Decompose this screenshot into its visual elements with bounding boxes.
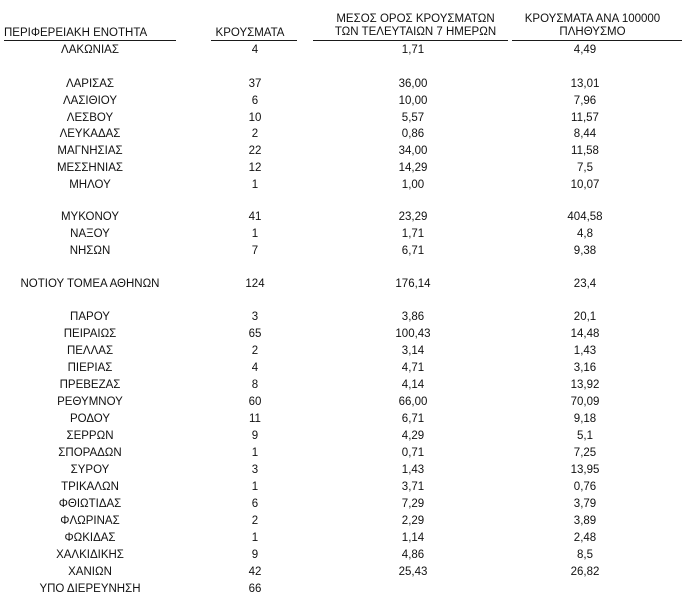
cell-region: ΤΡΙΚΑΛΩΝ [61, 481, 119, 493]
cell-region: ΧΑΛΚΙΔΙΚΗΣ [56, 549, 124, 561]
cell-cases: 9 [251, 430, 259, 442]
cell-per-100000: 7,5 [577, 162, 593, 174]
cell-region: ΛΑΚΩΝΙΑΣ [61, 44, 119, 56]
cell-avg-7-days: 1,71 [401, 228, 425, 240]
cell-region: ΛΕΥΚΑΔΑΣ [59, 128, 121, 140]
cell-region: ΠΡΕΒΕΖΑΣ [59, 379, 121, 391]
cell-avg-7-days: 36,00 [398, 78, 428, 90]
header-underline-per [512, 40, 682, 41]
header-underline-avg [313, 40, 508, 41]
cell-region: ΦΛΩΡΙΝΑΣ [60, 515, 120, 527]
cell-region: ΠΕΙΡΑΙΩΣ [63, 328, 117, 340]
cell-cases: 4 [251, 44, 259, 56]
cell-cases: 65 [248, 328, 262, 340]
table-row [0, 360, 700, 376]
cell-per-100000: 3,89 [573, 515, 597, 527]
cell-region: ΜΥΚΟΝΟΥ [60, 211, 120, 223]
table-row [0, 110, 700, 126]
cell-avg-7-days: 176,14 [395, 278, 431, 290]
cell-cases: 66 [248, 583, 262, 595]
table-row [0, 496, 700, 512]
table-row [0, 243, 700, 259]
cell-avg-7-days: 1,43 [401, 464, 425, 476]
cell-region: ΛΕΣΒΟΥ [66, 112, 114, 124]
table-row [0, 547, 700, 563]
cell-region: ΝΗΣΩΝ [69, 245, 111, 257]
cell-per-100000: 9,38 [573, 245, 597, 257]
cell-avg-7-days: 66,00 [398, 396, 428, 408]
table-row [0, 479, 700, 495]
cell-avg-7-days: 23,29 [398, 211, 428, 223]
cell-region: ΦΘΙΩΤΙΔΑΣ [58, 498, 122, 510]
cell-region: ΠΕΛΛΑΣ [66, 345, 114, 357]
header-avg-line2: ΤΩΝ ΤΕΛΕΥΤΑΙΩΝ 7 ΗΜΕΡΩΝ [334, 26, 497, 38]
cell-avg-7-days: 10,00 [398, 95, 428, 107]
cell-per-100000: 0,76 [573, 481, 597, 493]
cell-avg-7-days: 7,29 [401, 498, 425, 510]
cell-per-100000: 7,96 [573, 95, 597, 107]
cell-per-100000: 23,4 [573, 278, 597, 290]
header-region: ΠΕΡΙΦΕΡΕΙΑΚΗ ΕΝΟΤΗΤΑ [4, 27, 148, 39]
table-row [0, 513, 700, 529]
cell-cases: 1 [251, 228, 259, 240]
cell-region: ΜΕΣΣΗΝΙΑΣ [56, 162, 124, 174]
header-avg-line1: ΜΕΣΟΣ ΟΡΟΣ ΚΡΟΥΣΜΑΤΩΝ [336, 13, 495, 25]
cell-cases: 9 [251, 549, 259, 561]
cell-cases: 1 [251, 532, 259, 544]
cell-avg-7-days: 1,71 [401, 44, 425, 56]
cell-per-100000: 4,8 [577, 228, 593, 240]
table-row [0, 581, 700, 597]
cell-region: ΦΩΚΙΔΑΣ [64, 532, 116, 544]
cell-avg-7-days: 14,29 [398, 162, 428, 174]
cell-per-100000: 8,5 [577, 549, 593, 561]
cell-avg-7-days: 1,00 [401, 179, 425, 191]
cell-avg-7-days: 4,86 [401, 549, 425, 561]
cell-cases: 8 [251, 379, 259, 391]
cell-avg-7-days: 6,71 [401, 245, 425, 257]
cell-per-100000: 4,49 [573, 44, 597, 56]
table-row [0, 343, 700, 359]
cell-per-100000: 13,92 [570, 379, 600, 391]
cell-avg-7-days: 34,00 [398, 145, 428, 157]
cell-cases: 7 [251, 245, 259, 257]
header-cases: ΚΡΟΥΣΜΑΤΑ [215, 27, 285, 39]
cell-per-100000: 11,58 [571, 145, 599, 157]
cell-per-100000: 9,18 [573, 413, 597, 425]
cell-per-100000: 26,82 [570, 566, 600, 578]
cell-per-100000: 13,01 [570, 78, 600, 90]
header-underline-cases [211, 40, 297, 41]
cell-cases: 12 [248, 162, 262, 174]
cell-avg-7-days: 25,43 [398, 566, 428, 578]
table-row [0, 143, 700, 159]
cell-region: ΡΟΔΟΥ [69, 413, 111, 425]
cell-avg-7-days: 3,71 [401, 481, 425, 493]
table-row [0, 411, 700, 427]
cell-per-100000: 11,57 [571, 112, 599, 124]
cell-per-100000: 70,09 [570, 396, 600, 408]
cell-avg-7-days: 0,86 [401, 128, 425, 140]
header-avg-7-days [318, 13, 513, 39]
cell-avg-7-days: 4,71 [401, 362, 425, 374]
cell-region: ΧΑΝΙΩΝ [68, 566, 112, 578]
table-row [0, 160, 700, 176]
cell-avg-7-days: 4,29 [401, 430, 425, 442]
header-per-100000 [505, 13, 680, 39]
cell-avg-7-days: 4,14 [401, 379, 425, 391]
cell-per-100000: 5,1 [577, 430, 593, 442]
cell-avg-7-days: 3,14 [401, 345, 425, 357]
table-row [0, 428, 700, 444]
cell-region: ΝΑΞΟΥ [70, 228, 110, 240]
table-row [0, 462, 700, 478]
cell-cases: 3 [251, 464, 259, 476]
cell-cases: 1 [251, 447, 259, 459]
cell-per-100000: 3,79 [573, 498, 597, 510]
cell-per-100000: 10,07 [570, 179, 600, 191]
cell-cases: 3 [251, 311, 259, 323]
table-row [0, 530, 700, 546]
cell-region: ΜΑΓΝΗΣΙΑΣ [57, 145, 123, 157]
cell-region: ΥΠΟ ΔΙΕΡΕΥΝΗΣΗ [39, 583, 141, 595]
cell-per-100000: 404,58 [567, 211, 603, 223]
cell-cases: 2 [251, 345, 259, 357]
cell-cases: 42 [248, 566, 262, 578]
header-per-line2: ΠΛΗΘΥΣΜΟ [559, 26, 626, 38]
cell-cases: 1 [251, 481, 259, 493]
cell-cases: 10 [248, 112, 262, 124]
cell-cases: 6 [251, 95, 259, 107]
cell-per-100000: 1,43 [573, 345, 597, 357]
table-row [0, 177, 700, 193]
cell-region: ΛΑΡΙΣΑΣ [65, 78, 115, 90]
cell-avg-7-days: 6,71 [401, 413, 425, 425]
cell-per-100000: 7,25 [573, 447, 597, 459]
cell-per-100000: 3,16 [573, 362, 597, 374]
cell-region: ΡΕΘΥΜΝΟΥ [57, 396, 123, 408]
cell-avg-7-days: 0,71 [401, 447, 425, 459]
table-row [0, 42, 700, 58]
cell-per-100000: 13,95 [570, 464, 600, 476]
cell-cases: 60 [248, 396, 262, 408]
table-row [0, 326, 700, 342]
cell-region: ΣΕΡΡΩΝ [66, 430, 114, 442]
table-row [0, 309, 700, 325]
table-row [0, 445, 700, 461]
cell-per-100000: 20,1 [573, 311, 597, 323]
table-row [0, 76, 700, 92]
cell-cases: 22 [248, 145, 262, 157]
cell-avg-7-days: 100,43 [395, 328, 431, 340]
header-per-line1: ΚΡΟΥΣΜΑΤΑ ΑΝΑ 100000 [524, 13, 661, 25]
cell-cases: 6 [251, 498, 259, 510]
cell-per-100000: 8,44 [573, 128, 597, 140]
header-underline-region [4, 40, 176, 41]
cell-region: ΠΑΡΟΥ [70, 311, 110, 323]
table-row [0, 394, 700, 410]
cell-per-100000: 14,48 [570, 328, 600, 340]
cell-cases: 2 [251, 515, 259, 527]
table-row [0, 226, 700, 242]
cell-avg-7-days: 3,86 [401, 311, 425, 323]
cell-cases: 1 [251, 179, 259, 191]
table-row [0, 564, 700, 580]
cell-cases: 11 [249, 413, 261, 425]
cell-avg-7-days: 1,14 [401, 532, 425, 544]
table-row [0, 209, 700, 225]
cell-region: ΛΑΣΙΘΙΟΥ [62, 95, 118, 107]
cell-region: ΣΥΡΟΥ [70, 464, 110, 476]
table-row [0, 93, 700, 109]
cell-avg-7-days: 2,29 [401, 515, 425, 527]
cell-region: ΠΙΕΡΙΑΣ [67, 362, 113, 374]
cell-avg-7-days: 5,57 [401, 112, 425, 124]
cell-cases: 37 [248, 78, 262, 90]
table-row [0, 126, 700, 142]
cell-region: ΣΠΟΡΑΔΩΝ [58, 447, 122, 459]
cell-region: ΜΗΛΟΥ [69, 179, 111, 191]
cell-per-100000: 2,48 [573, 532, 597, 544]
cell-cases: 4 [251, 362, 259, 374]
cell-cases: 124 [245, 278, 265, 290]
cell-cases: 41 [248, 211, 262, 223]
cell-cases: 2 [251, 128, 259, 140]
cell-region: ΝΟΤΙΟΥ ΤΟΜΕΑ ΑΘΗΝΩΝ [20, 278, 160, 290]
table-row [0, 276, 700, 292]
table-row [0, 377, 700, 393]
